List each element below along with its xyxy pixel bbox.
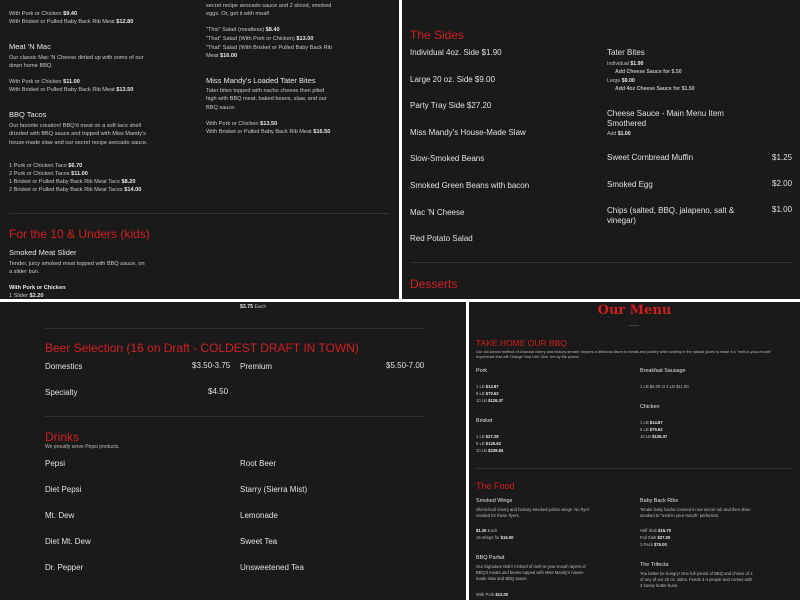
pork-title: Pork	[476, 368, 488, 374]
slider-desc: Tender, juicy smoked meat topped with BBQ sauce, on a slider bun.	[9, 261, 145, 276]
price-line: 1 Brisket or Pulled Baby Back Rib Meat Taco $8.20	[9, 179, 136, 185]
drink-item: Lemonade	[240, 511, 278, 520]
panel-main-menu-items	[0, 0, 399, 299]
unders-title: For the 10 & Unders (kids)	[9, 227, 150, 241]
price-line: 5 LB $70.62	[640, 427, 663, 432]
take-home-desc: Our old-school method of charcoal cherry and hickory-smokin' imparts a delicious flavor to meats and poultry while sealing in the natural juices to make it a "melt-in-your-mouth" experience that will Change Your Life! Give 'em by the pound.	[476, 350, 772, 359]
price-line: With Pork or Chicken $13.50	[206, 121, 278, 127]
cornbread: Sweet Cornbread Muffin	[607, 153, 694, 162]
divider	[629, 325, 639, 326]
price-line: 5 LB $125.62	[476, 441, 501, 446]
price-line: 10 LB $126.37	[476, 398, 504, 403]
tacos-desc: Our favorite creation! BBQ'd meat on a soft taco shell drizzled with BBQ sauce and topped with Miss Mandy's house-made slaw and our secret recipe avocado sauce.	[9, 123, 148, 146]
price-line: 10 LB $126.37	[640, 434, 668, 439]
smoked-egg: Smoked Egg	[607, 180, 653, 189]
price-line: $1.25 Each	[476, 528, 498, 533]
price-line: With Pork $12.00	[476, 592, 509, 597]
divider	[9, 213, 389, 214]
chips: Chips (salted, BBQ, jalapeno, salt & vinegar)	[607, 206, 735, 225]
parfait-title: BBQ Parfait	[476, 555, 505, 561]
divider	[410, 262, 792, 263]
price-line: 10 LB $239.84	[476, 448, 504, 453]
tater-bites-title: Tater Bites	[607, 48, 645, 57]
brisket-title: Brisket	[476, 418, 493, 424]
price-line: With Brisket or Pulled Baby Back Rib Meat $12.80	[9, 19, 134, 25]
side-item: Smoked Green Beans with bacon	[410, 181, 530, 190]
our-menu-title: Our Menu	[597, 303, 672, 318]
panel-sides	[402, 0, 800, 299]
side-item: Mac 'N Cheese	[410, 207, 465, 217]
price-line: $3.75 Each	[240, 304, 267, 310]
price-line: Large $9.00	[607, 78, 635, 84]
drink-item: Starry (Sierra Mist)	[240, 485, 308, 494]
price-line: Individual $1.90	[607, 61, 644, 67]
slider-pork: With Pork or Chicken	[9, 285, 66, 291]
side-item: Large 20 oz. Side $9.00	[410, 74, 495, 84]
salad-desc: secret recipe avocado sauce and 2 sliced, smoked eggs. Or, get it with meat!	[206, 3, 332, 18]
price-line: 2 Pork or Chicken Tacos $11.00	[9, 171, 88, 177]
take-home-title: TAKE HOME OUR BBQ	[476, 338, 567, 348]
meat-mac-desc: Our classic Mac 'N Cheese dirtied up with some of our down home BBQ.	[9, 55, 144, 70]
specialty-price: $4.50	[208, 387, 229, 396]
drink-item: Diet Pepsi	[45, 485, 82, 494]
ribs-desc: Tender baby backs covered in our secret rub and then slow-smoked to "melt-in-your-mouth" perfection.	[640, 507, 752, 518]
price-line: With Brisket or Pulled Baby Back Rib Meat $13.50	[9, 87, 134, 93]
drink-item: Mt. Dew	[45, 511, 75, 520]
price-line: 16 Wings for $16.00	[476, 535, 514, 540]
premium-price: $5.50-7.00	[386, 361, 425, 370]
drink-item: Root Beer	[240, 459, 277, 468]
price-line: 1 LB $14.87	[640, 420, 663, 425]
drink-item: Pepsi	[45, 459, 66, 468]
drink-item: Unsweetened Tea	[240, 563, 304, 572]
ribs-title: Baby Back Ribs	[640, 498, 679, 504]
trifecta-title: The Trifecta	[640, 562, 669, 568]
domestics-price: $3.50-3.75	[192, 361, 231, 370]
panel-our-menu	[469, 302, 800, 600]
price-line: 1 LB $27.28	[476, 434, 499, 439]
breakfast-line: 1 LB $6.00 or 2 LB $11.00	[640, 384, 689, 389]
wings-desc: Old-school cherry and hickory-smoked jumbo wings. No fryer needed for these flyers.	[476, 507, 590, 518]
desserts-title: Desserts	[410, 277, 458, 291]
wings-title: Smoked Wings	[476, 498, 513, 504]
chips-price: $1.00	[772, 205, 793, 214]
sides-title: The Sides	[410, 28, 465, 42]
domestics: Domestics	[45, 362, 83, 371]
divider	[45, 328, 423, 329]
price-line: 2 Brisket or Pulled Baby Back Rib Meat Tacos $14.00	[9, 187, 142, 193]
slider-title: Smoked Meat Slider	[9, 248, 77, 257]
cheese-sauce-title: Cheese Sauce - Main Menu Item Smothered	[607, 109, 724, 128]
price-line: With Pork or Chicken $9.40	[9, 11, 78, 17]
chicken-title: Chicken	[640, 404, 660, 410]
premium: Premium	[240, 362, 273, 371]
price-line: Add $1.00	[607, 131, 631, 137]
beer-title: Beer Selection (16 on Draft - COLDEST DRAFT IN TOWN)	[45, 341, 359, 355]
price-line: Add 4oz Cheese Sauce for $1.50	[615, 86, 695, 92]
drinks-note: We proudly serve Pepsi products.	[45, 444, 120, 450]
price-line: 3 Pack $75.00	[640, 542, 667, 547]
drink-item: Diet Mt. Dew	[45, 537, 91, 546]
price-line: With Brisket or Pulled Baby Back Rib Meat $16.50	[206, 129, 331, 135]
trifecta-desc: You better be hungry! One full pound of BBQ and choice of 2 of any of our 20 oz. sides. Feeds 3-4 people and comes with 3 honey butter buns.	[640, 571, 753, 588]
price-line: 1 Slider $2.20	[9, 293, 44, 299]
divider	[476, 468, 792, 469]
drinks-title: Drinks	[45, 430, 80, 444]
price-line: 5 LB $70.62	[476, 391, 499, 396]
egg-price: $2.00	[772, 179, 793, 188]
price-line: "This" Salad (meatless) $8.40	[206, 27, 280, 33]
price-line: "That" Salad (With Brisket or Pulled Baby Back Rib Meat $16.00	[206, 45, 333, 60]
side-item: Party Tray Side $27.20	[410, 101, 492, 111]
side-item: Slow-Smoked Beans	[410, 154, 485, 164]
divider	[45, 416, 423, 417]
cornbread-price: $1.25	[772, 153, 793, 162]
specialty: Specialty	[45, 388, 78, 397]
breakfast-title: Breakfast Sausage	[640, 368, 686, 374]
price-line: Add Cheese Sauce for $.50	[615, 69, 682, 75]
drink-item: Dr. Pepper	[45, 563, 84, 572]
price-line: "That" Salad (With Pork or Chicken) $13.00	[206, 36, 314, 42]
tacos-title: BBQ Tacos	[9, 110, 47, 119]
price-line: Half Slab $15.70	[640, 528, 671, 533]
price-line: 1 Pork or Chicken Taco $6.70	[9, 163, 83, 169]
price-line: Full Slab $27.00	[640, 535, 671, 540]
food-title: The Food	[476, 481, 515, 491]
meat-mac-title: Meat 'N Mac	[9, 42, 51, 51]
side-item: Individual 4oz. Side $1.90	[410, 48, 502, 57]
panel-drinks	[0, 302, 466, 600]
price-line: 1 LB $14.87	[476, 384, 499, 389]
side-item: Red Potato Salad	[410, 234, 473, 244]
parfait-desc: Our Signature Dish! A blend of melt-in-your-mouth layers of BBQ'd meats and beans topped with Miss Mandy's house-made slaw and BBQ sauce.	[476, 564, 586, 581]
drink-item: Sweet Tea	[240, 537, 278, 546]
price-line: With Pork or Chicken $11.00	[9, 79, 80, 85]
side-item: Miss Mandy's House-Made Slaw	[410, 127, 526, 137]
tater-desc: Tater bites topped with nacho cheese then piled high with BBQ meat, baked beans, slaw, and our BBQ sauce.	[206, 88, 327, 111]
tater-title: Miss Mandy's Loaded Tater Bites	[206, 76, 316, 85]
